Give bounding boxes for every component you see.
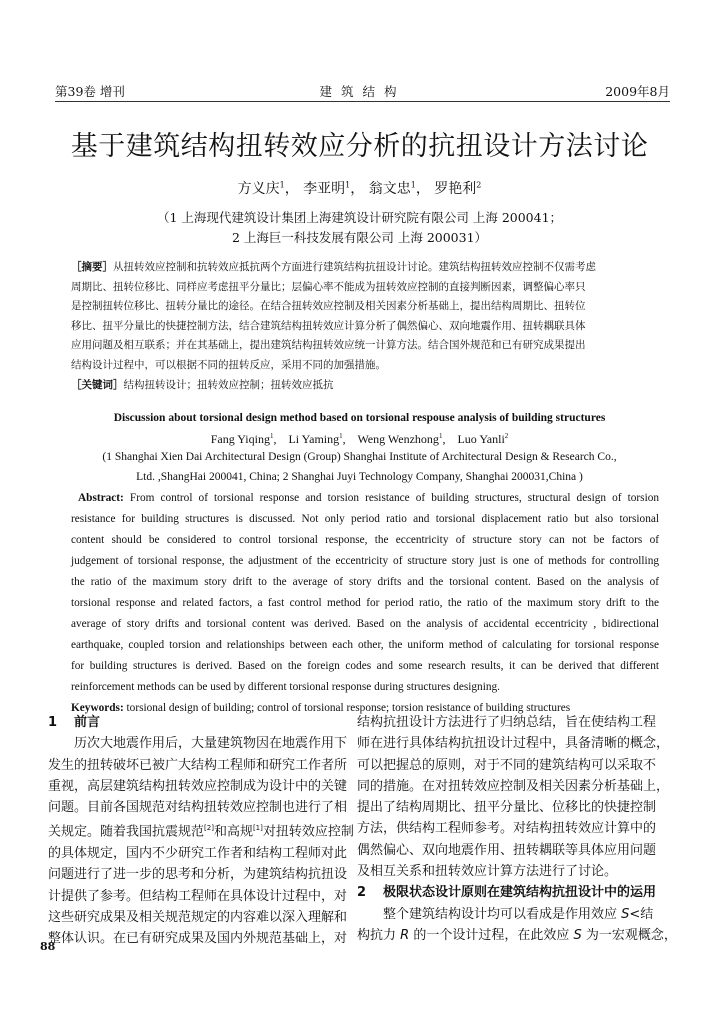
citation-ref[interactable]: [1] <box>252 824 263 833</box>
section-heading <box>48 712 343 733</box>
abstract-text: content should be considered to control torsional response, the eccentricity of structure story can not be factors of <box>71 534 659 546</box>
paper-title: 基于建筑结构扭转效应分析的抗扭设计方法讨论 <box>70 131 649 162</box>
running-header <box>55 82 670 102</box>
author-list: 方义庆$^1$， 李亚明$^1$， 翁文忠$^1$， 罗艳利$^2$ <box>237 180 482 197</box>
abstract-text: the ratio of the maximum story drift to the average of story drifts and the torsional content. Based on the analysis of <box>71 576 659 588</box>
abstract-text: From control of torsional response and torsion resistance of building structures, structural design of torsion <box>129 492 659 504</box>
abstract-text: 是控制扭转位移比、扭转分量比的途径。在结合扭转效应控制及相关因素分析基础上，提出结构周期比、扭转位 <box>71 300 586 313</box>
body-text: 偶然偏心、双向地震作用、扭转耦联等具体应用问题 <box>357 842 657 858</box>
english-author-list: Fang Yiqing$^1$, Li Yaming$^1$, Weng Wenzhong$^1$, Luo Yanli$^2$ <box>210 432 509 446</box>
section-number: 2 <box>357 885 367 901</box>
body-text: 构抗力 R 的一个设计过程，在此效应 S 为一宏观概念， <box>357 927 677 943</box>
body-text: 重视，高层建筑结构扭转效应控制成为设计中的关键 <box>48 778 348 794</box>
body-text: 这些研究成果及相关规范规定的内容难以深入理解和 <box>48 910 348 925</box>
section-title: 前言 <box>74 715 101 730</box>
abstract-text: for building structures is derived. Based on the foreign codes and some research results, it can be derived that different <box>71 660 659 672</box>
affiliation-mark: 1 <box>339 432 343 440</box>
body-text: 及相互关系和扭转效应计算方法进行了讨论。 <box>357 864 618 880</box>
chinese-abstract <box>71 258 657 395</box>
body-text: 同的措施。在对扭转效应控制及相关因素分析基础上， <box>357 778 670 794</box>
body-text: 结构抗扭设计方法进行了归纳总结，旨在使结构工程 <box>357 715 657 730</box>
keywords-text: 结构扭转设计；扭转效应控制；扭转效应抵抗 <box>123 378 334 391</box>
body-text: 师在进行具体结构抗扭设计过程中，具备清晰的概念， <box>357 736 670 752</box>
page-number: 88 <box>40 940 56 953</box>
affiliation-mark: 2 <box>476 180 482 190</box>
keywords-text: torsional design of building; control of torsional response; torsion resistance of building structures <box>126 702 571 714</box>
affiliation-mark: 2 <box>504 432 509 440</box>
section-number: 1 <box>48 715 58 730</box>
section-heading <box>357 882 657 903</box>
issue-date: 2009年8月 <box>605 84 670 99</box>
body-column-right <box>357 712 677 946</box>
abstract-text: torsional response and related factors, a fast control method for period ratio, the ratio of the maximum story drift to the <box>71 597 659 609</box>
affiliation-line-1: （1 上海现代建筑设计集团上海建筑设计研究院有限公司 上海 200041； <box>156 210 563 225</box>
affiliation-mark: 1 <box>410 180 416 190</box>
english-title: Discussion about torsional design method based on torsional respouse analysis of building structures <box>113 412 606 424</box>
author: 方义庆 <box>237 181 280 197</box>
english-affiliation-line-2: Ltd. ,ShangHai 200041, China; 2 Shanghai Juyi Technology Company, Shanghai 200031,China ) <box>136 471 583 483</box>
body-text: 提出了结构周期比、扭平分量比、位移比的快捷控制 <box>357 800 657 816</box>
header-rule <box>55 101 670 102</box>
author: Fang Yiqing <box>210 432 270 446</box>
author: Weng Wenzhong <box>357 432 439 446</box>
abstract-label: Abstract: <box>78 492 124 504</box>
affiliation-line-2: 2 上海巨一科技发展有限公司 上海 200031） <box>231 230 488 245</box>
body-text: 整个建筑结构设计均可以看成是作用效应 S<结 <box>383 906 654 922</box>
body-text: 计提供了参考。但结构工程师在具体设计过程中，对 <box>48 888 348 904</box>
abstract-text: reinforcement methods can be used by different torsional response during structures designing. <box>71 681 500 693</box>
english-affiliation-line-1: (1 Shanghai Xien Dai Architectural Design (Group) Shanghai Institute of Architectural Design & Research Co., <box>102 451 617 463</box>
abstract-text: 移比、扭平分量比的快捷控制方法，结合建筑结构扭转效应计算分析了偶然偏心、双向地震作用、扭转耦联具体 <box>71 319 586 332</box>
body-text: 问题。目前各国规范对结构扭转效应控制也进行了相 <box>48 800 348 816</box>
volume-info: 第39卷 增刊 <box>55 84 125 99</box>
abstract-text: resistance for building structures is discussed. Not only period ratio and torsional displacement ratio but also torsional <box>71 513 659 525</box>
abstract-text: 应用问题及相互联系；并在其基础上，提出建筑结构扭转效应统一计算方法。结合国外规范和已有研究成果提出 <box>71 339 586 352</box>
abstract-text: average of story drifts and torsional content was derived. Based on the analysis of accidental eccentricity , bidirectional <box>71 618 659 630</box>
affiliation-mark: 1 <box>279 180 285 190</box>
body-text: 发生的扭转破坏已被广大结构工程师和研究工作者所 <box>48 757 348 773</box>
abstract-text: 结构设计过程中，可以根据不同的扭转反应，采用不同的加强措施。 <box>71 358 386 371</box>
body-text: 方法，供结构工程师参考。对结构扭转效应计算中的 <box>357 821 657 837</box>
abstract-text: 周期比、扭转位移比、同样应考虑扭平分量比；层偏心率不能成为扭转效应控制的直接判断因素，调整偏心率只 <box>71 280 586 293</box>
keywords-label: ［关键词］ <box>71 378 124 391</box>
body-text: 可以把握总的原则，对于不同的建筑结构可以采取不 <box>357 757 657 773</box>
author: 李亚明 <box>303 181 346 197</box>
body-text: 问题进行了进一步的思考和分析，为建筑结构抗扭设 <box>48 867 348 883</box>
affiliation-mark: 1 <box>438 432 443 440</box>
abstract-text: earthquake, coupled torsion and relationships between each other, the uniform method of calculating for torsional response <box>71 639 659 651</box>
body-column-left <box>48 712 354 950</box>
author: 罗艳利 <box>434 181 477 197</box>
affiliation-mark: 1 <box>269 432 274 440</box>
body-text: 历次大地震作用后，大量建筑物因在地震作用下 <box>74 736 348 752</box>
author: Li Yaming <box>288 432 340 446</box>
body-text: 的具体规定，国内不少研究工作者和结构工程师对此 <box>48 846 348 862</box>
author: Luo Yanli <box>457 432 505 446</box>
journal-name: 建筑结构 <box>319 84 406 99</box>
affiliation-mark: 1 <box>345 180 351 190</box>
keywords-label: Keywords: <box>71 702 124 714</box>
abstract-label: ［摘要］ <box>71 261 113 273</box>
english-abstract <box>71 488 659 719</box>
section-title: 极限状态设计原则在建筑结构抗扭设计中的运用 <box>383 885 657 901</box>
citation-ref[interactable]: [2] <box>204 824 214 833</box>
abstract-text: judgement of torsional response, the adjustment of the eccentricity of structure story just is one of methods for controlling <box>71 555 659 567</box>
abstract-text: 从扭转效应控制和抗转效应抵抗两个方面进行建筑结构抗扭设计讨论。建筑结构扭转效应控制不仅需考虑 <box>113 261 596 273</box>
body-text: 关规定。随着我国抗震规范[2]和高规[1]对扭转效应控制 <box>48 824 354 840</box>
author: 翁文忠 <box>368 181 411 197</box>
body-text: 整体认识。在已有研究成果及国内外规范基础上，对 <box>48 931 348 947</box>
